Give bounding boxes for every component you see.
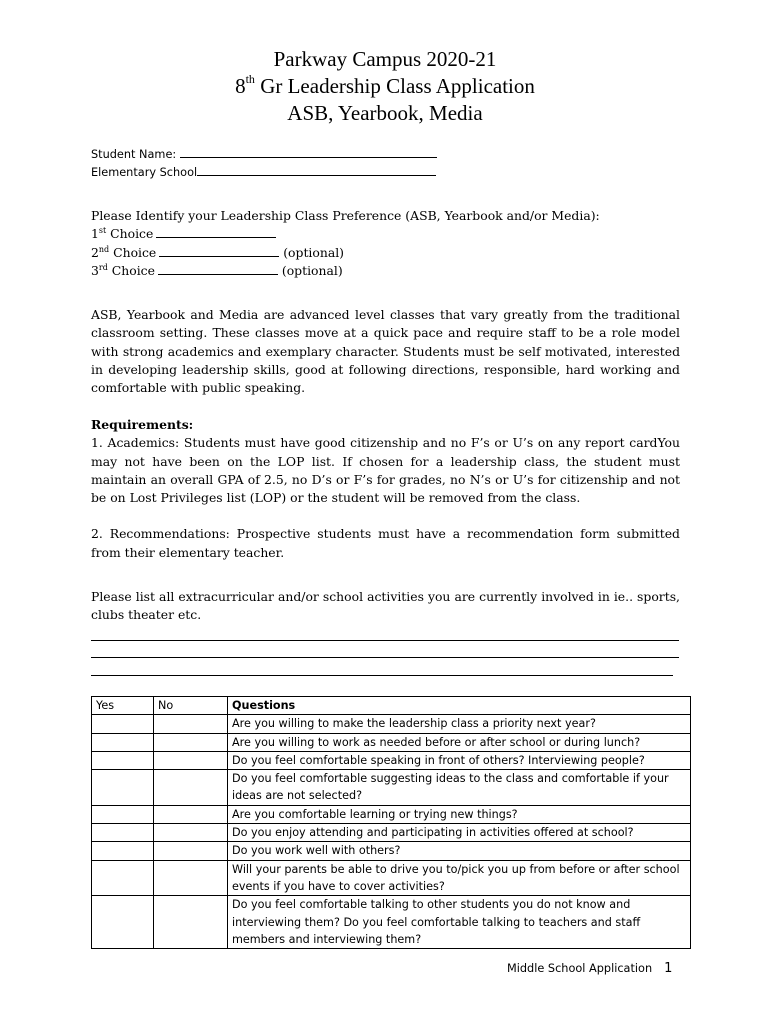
choice-1-label: Choice [106,226,154,242]
table-row [92,842,691,860]
no-cell[interactable] [154,860,228,896]
question-text: Do you feel comfortable talking to other students you do not know and interviewing them? Do you feel comfortable talking to teachers and staff members and interviewing them? [228,896,691,949]
table-row [92,860,691,896]
choice-3[interactable] [91,262,680,280]
yes-cell[interactable] [92,751,154,769]
yes-cell[interactable] [92,770,154,806]
page-footer [507,961,672,976]
choice-1[interactable] [91,225,680,243]
question-text: Are you comfortable learning or trying new things? [228,805,691,823]
requirements-spacer [91,507,680,525]
choice-3-label: Choice [107,262,155,278]
student-name-line[interactable] [180,145,437,158]
question-text: Are you willing to make the leadership class a priority next year? [228,715,691,733]
title-programs: ASB, Yearbook, Media [287,101,483,125]
table-row [92,751,691,769]
choice-2-number: 2 [91,244,99,260]
no-cell[interactable] [154,805,228,823]
title-grade: 8 [235,74,246,98]
question-text: Do you feel comfortable suggesting ideas to the class and comfortable if your ideas are not selected? [228,770,691,806]
question-text: Do you enjoy attending and participating in activities offered at school? [228,824,691,842]
table-row [92,715,691,733]
document-title [0,46,770,127]
choice-3-note: (optional) [277,262,343,278]
header-questions: Questions [228,697,691,715]
yes-cell[interactable] [92,733,154,751]
no-cell[interactable] [154,842,228,860]
requirements-heading: Requirements: [91,417,194,432]
page-number: 1 [664,961,673,976]
question-text: Do you feel comfortable speaking in front of others? Interviewing people? [228,751,691,769]
yes-cell[interactable] [92,715,154,733]
choice-3-suffix: rd [98,262,108,272]
yes-cell[interactable] [92,860,154,896]
no-cell[interactable] [154,770,228,806]
question-text: Will your parents be able to drive you to/pick you up from before or after school events if you have to cover activities? [228,860,691,896]
activities-line-1[interactable] [91,640,679,641]
header-yes: Yes [92,697,154,715]
table-row [92,896,691,949]
preference-section [91,207,680,280]
yes-cell[interactable] [92,805,154,823]
title-campus: Parkway Campus 2020-21 [273,47,497,71]
choice-3-number: 3 [91,262,99,278]
student-name-label: Student Name: [91,148,180,161]
no-cell[interactable] [154,733,228,751]
intro-paragraph: ASB, Yearbook and Media are advanced level classes that vary greatly from the traditional classroom setting. These classes move at a quick pace and require staff to be a role model with strong academics and exemplary character. Students must be self motivated, interested in developing leadership skills, good at following directions, responsible, hard working and comfortable with public speaking. [91,307,680,396]
footer-label: Middle School Application [507,962,653,975]
questions-table [91,696,691,949]
table-row [92,733,691,751]
title-class [0,73,770,100]
yes-cell[interactable] [92,824,154,842]
choice-1-number: 1 [91,226,99,242]
choice-1-line[interactable] [156,226,276,238]
activities-line-2[interactable] [91,657,679,658]
requirement-recommendations: 2. Recommendations: Prospective students must have a recommendation form submitted from their elementary teacher. [91,526,680,560]
title-class-name: Gr Leadership Class Application [254,74,535,98]
activities-prompt: Please list all extracurricular and/or school activities you are currently involved in ie.. sports, clubs theater etc. [91,589,680,623]
no-cell[interactable] [154,824,228,842]
yes-cell[interactable] [92,896,154,949]
question-text: Are you willing to work as needed before or after school or during lunch? [228,733,691,751]
table-row [92,770,691,806]
choice-2-line[interactable] [159,245,279,257]
choice-2-note: (optional) [279,244,345,260]
no-cell[interactable] [154,751,228,769]
choice-1-suffix: st [98,226,107,236]
yes-cell[interactable] [92,842,154,860]
elementary-school-label: Elementary School [91,166,198,179]
choice-3-line[interactable] [158,263,278,275]
question-text: Do you work well with others? [228,842,691,860]
choice-2-suffix: nd [98,244,110,254]
header-no: No [154,697,228,715]
preference-prompt: Please Identify your Leadership Class Preference (ASB, Yearbook and/or Media): [91,208,600,223]
table-row [92,824,691,842]
no-cell[interactable] [154,896,228,949]
table-row [92,805,691,823]
elementary-school-field[interactable] [91,163,436,182]
requirements-section [91,416,680,562]
choice-2-label: Choice [109,244,157,260]
no-cell[interactable] [154,715,228,733]
elementary-school-line[interactable] [197,163,436,176]
requirement-academics: 1. Academics: Students must have good citizenship and no F’s or U’s on any report cardYou may not have been on the LOP list. If chosen for a leadership class, the student must maintain an overall GPA of 2.5, no D’s or F’s for grades, no N’s or U’s for citizenship and not be on Lost Privileges list (LOP) or the student will be removed from the class. [91,435,680,506]
title-grade-suffix: th [245,72,255,86]
activities-line-3[interactable] [91,675,673,676]
table-header-row [92,697,691,715]
choice-2[interactable] [91,244,680,262]
student-name-field[interactable] [91,145,437,164]
